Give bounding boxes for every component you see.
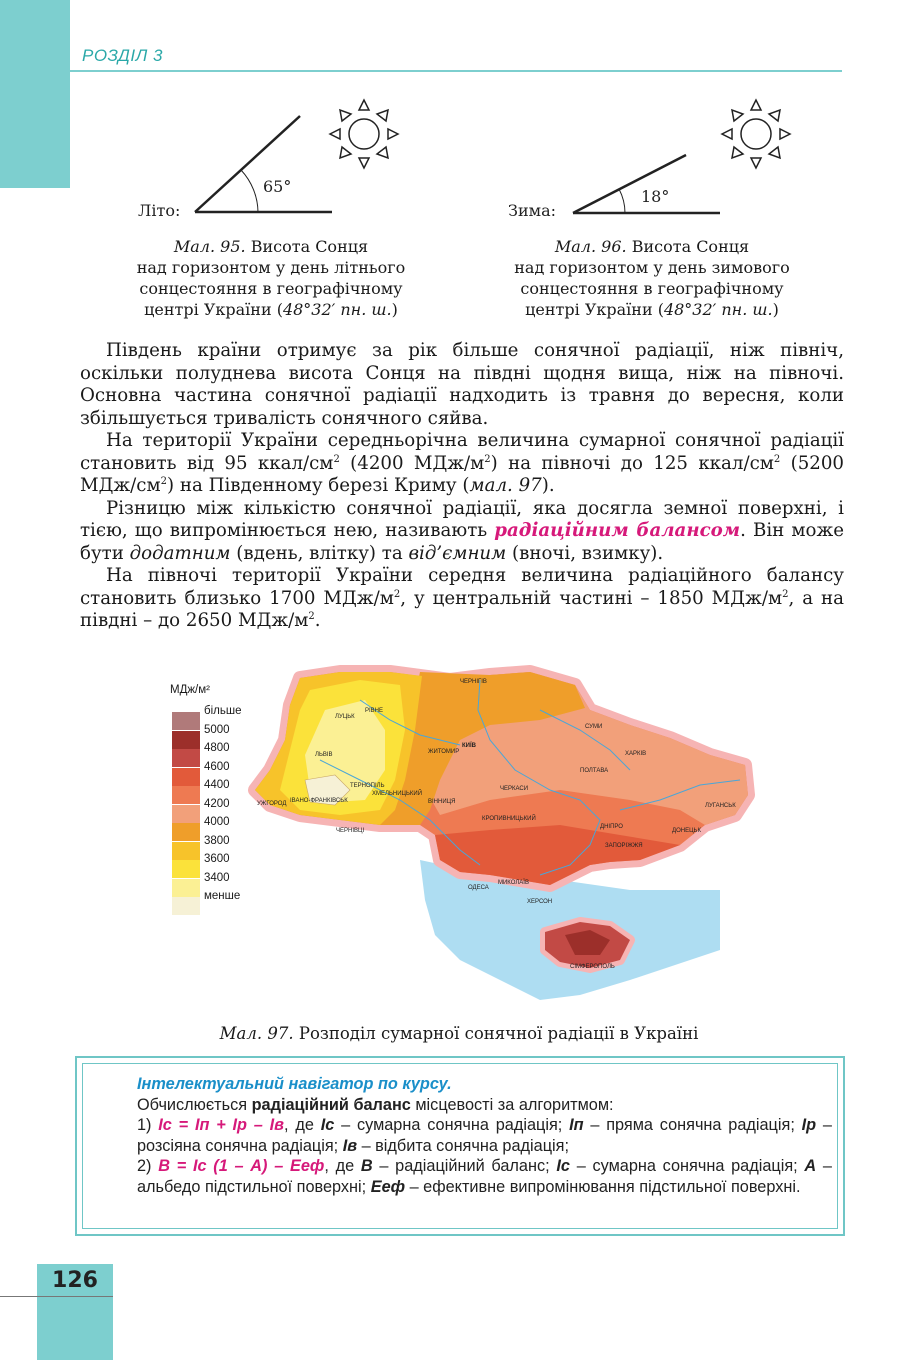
- season-label: Зима:: [508, 201, 557, 220]
- legend-label: 5000: [204, 723, 230, 736]
- section-tab: [0, 0, 70, 188]
- legend-label: 4400: [204, 779, 230, 791]
- sun-icon: [330, 100, 398, 168]
- legend-swatch: [172, 731, 200, 749]
- legend-swatch: [172, 860, 200, 878]
- city-label: СІМФЕРОПОЛЬ: [570, 964, 615, 970]
- city-label: ЧЕРНІГІВ: [460, 679, 487, 685]
- legend-swatch: [172, 897, 200, 915]
- legend-label: менше: [204, 890, 241, 902]
- paragraph: На півночі території України середня величина радіаційного балансу становить близько 1700 МДж/$м^2$, у центральній частині – 1850 МДж/$м^2$, а на півдні – до 2650 МДж/$м^2$.: [80, 565, 845, 631]
- city-label: КРОПИВНИЦЬКИЙ: [482, 816, 536, 822]
- fig95-diagram: [130, 92, 430, 227]
- caption-number: Мал. 95.: [173, 237, 246, 256]
- city-label: ЛУГАНСЬК: [705, 803, 736, 809]
- legend-item: [170, 890, 250, 915]
- city-label: ХЕРСОН: [527, 899, 553, 905]
- paragraph: Південь країни отримує за рік більше сонячної радіації, ніж північ, оскільки полуднева висота Сонця на півдні щодня вища, ніж на півночі. Основна частина сонячної радіації надходить із травня до вересня, коли збільшується тривалість сонячного сяйва.: [80, 340, 844, 429]
- legend-label: більше: [204, 705, 242, 717]
- city-label: ЖИТОМИР: [428, 749, 460, 755]
- legend-swatch: [172, 842, 200, 860]
- city-label: СУМИ: [585, 724, 603, 730]
- navigator-title: Інтелектуальний навігатор по курсу.: [137, 1075, 452, 1093]
- legend-label: 4800: [204, 742, 230, 754]
- page-number: 126: [52, 1268, 98, 1293]
- fig95-caption: Мал. 95. Висота Сонця над горизонтом у день літнього сонцестояння в географічному центрі України (48°32′ пн. ш.): [136, 237, 406, 319]
- sun-icon: [722, 100, 790, 168]
- footer-rule: [0, 1296, 113, 1297]
- navigator-box: [75, 1056, 845, 1236]
- city-label: ЛУЦЬК: [335, 714, 355, 720]
- radiation-map: [160, 650, 760, 1010]
- legend-label: 4000: [204, 816, 230, 828]
- header-rule: [70, 70, 842, 72]
- season-label: Літо:: [138, 201, 181, 220]
- angle-arc: [241, 170, 258, 212]
- angle-arc: [619, 189, 625, 213]
- paragraph: На території України середньорічна величина сумарної сонячної радіації становить від 95 ккал/$см^2$ (4200 МДж/$м^2$) на півночі до 125 ккал/$см^2$ (5200 МДж/$см^2$) на Південному березі Криму (мал. 97).: [80, 430, 845, 496]
- term-radiation-balance: радіаційним балансом: [494, 520, 741, 541]
- angle-label: 18°: [641, 187, 670, 206]
- body-text: [80, 340, 844, 633]
- city-label: ЧЕРКАСИ: [500, 786, 529, 792]
- caption-number: Мал. 96.: [554, 237, 627, 256]
- legend-label: 4200: [204, 797, 230, 810]
- map-caption: Мал. 97. Розподіл сумарної сонячної радіації в Україні: [219, 1024, 699, 1043]
- section-title: РОЗДІЛ 3: [82, 46, 163, 65]
- formula-1: 1) Іс = Іп + Ір – Ів, де Іс – сумарна сонячна радіація; Іп – пряма сонячна радіація; Ір – розсіяна сонячна радіація; Ів – відбита сонячна радіація;: [137, 1116, 832, 1155]
- legend-swatch: [172, 712, 200, 730]
- sun-ray-line: [195, 116, 300, 212]
- city-label: РІВНЕ: [365, 708, 384, 714]
- city-label: ЧЕРНІВЦІ: [336, 828, 365, 834]
- legend-swatch: [172, 879, 200, 897]
- legend-swatch: [172, 786, 200, 804]
- navigator-intro: Обчислюється радіаційний баланс місцевості за алгоритмом:: [137, 1095, 614, 1114]
- caption-number: Мал. 97.: [219, 1024, 294, 1043]
- city-label: ІВАНО-ФРАНКІВСЬК: [290, 798, 348, 804]
- city-label: ВІННИЦЯ: [428, 799, 456, 805]
- legend-label: 3600: [204, 853, 230, 865]
- legend-label: 3800: [204, 834, 230, 847]
- city-label: ЗАПОРІЖЖЯ: [605, 843, 643, 849]
- city-label: ХМЕЛЬНИЦЬКИЙ: [372, 791, 423, 797]
- city-label: ХАРКІВ: [625, 751, 647, 757]
- fig96-caption: Мал. 96. Висота Сонця над горизонтом у день зимового сонцестояння в географічному центрі України (48°32′ пн. ш.): [514, 237, 790, 319]
- fig96-diagram: [500, 92, 820, 227]
- city-label: ДНІПРО: [600, 824, 623, 830]
- legend-swatch: [172, 768, 200, 786]
- legend-swatch: [172, 749, 200, 767]
- city-label: КИЇВ: [462, 743, 476, 749]
- legend-label: 3400: [204, 871, 230, 884]
- paragraph: Різницю між кількістю сонячної радіації, яка досягла земної поверхні, і тією, що випромінюється нею, називають радіаційним балансом. Він може бути додатним (вдень, влітку) та від’ємним (вночі, взимку).: [80, 497, 844, 564]
- city-label: ДОНЕЦЬК: [672, 828, 701, 834]
- city-label: УЖГОРОД: [257, 801, 287, 807]
- legend-unit: МДж/м²: [170, 684, 210, 696]
- legend-swatch: [172, 805, 200, 823]
- legend-swatch: [172, 823, 200, 841]
- city-label: МИКОЛАЇВ: [498, 880, 529, 886]
- angle-label: 65°: [263, 177, 292, 196]
- city-label: ПОЛТАВА: [580, 768, 609, 774]
- city-label: ОДЕСА: [468, 885, 489, 891]
- legend-label: 4600: [204, 760, 230, 773]
- city-label: ТЕРНОПІЛЬ: [350, 783, 385, 789]
- city-label: ЛЬВІВ: [315, 752, 333, 758]
- formula-2: 2) В = Іс (1 – А) – Еeф, де В – радіаційний баланс; Іс – сумарна сонячна радіація; А – альбедо підстильної поверхні; Еeф – ефективне випромінювання підстильної поверхні.: [137, 1157, 832, 1196]
